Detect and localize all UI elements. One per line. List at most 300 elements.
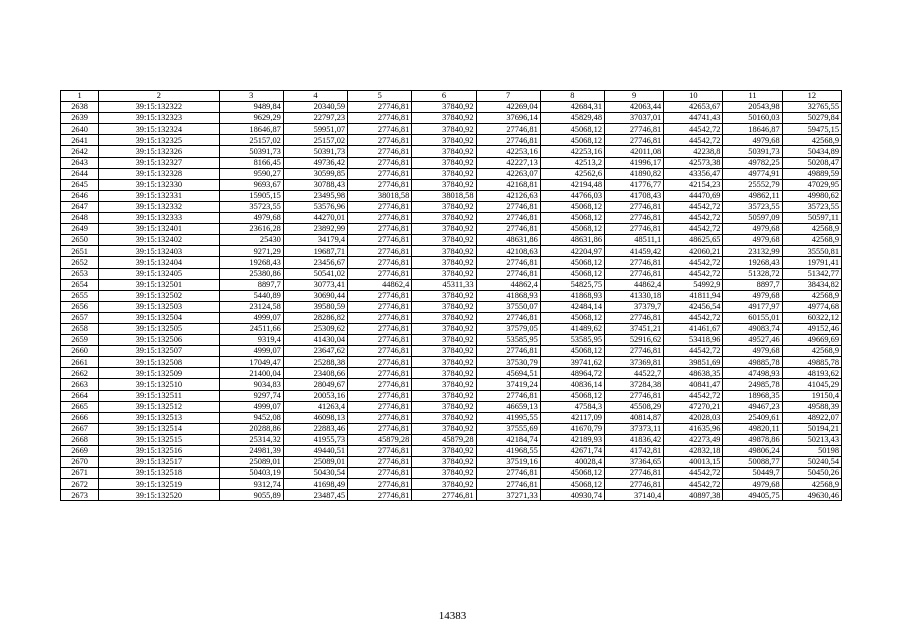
value-cell: 49774,91 <box>723 168 782 179</box>
value-cell: 50391,73 <box>219 146 283 157</box>
value-cell: 4979,68 <box>723 346 782 357</box>
value-cell: 4979,68 <box>723 479 782 490</box>
value-cell: 32765,55 <box>782 102 841 113</box>
value-cell: 43356,47 <box>664 168 723 179</box>
value-cell: 37840,92 <box>412 357 476 368</box>
value-cell: 37840,92 <box>412 179 476 190</box>
value-cell: 42253,16 <box>540 146 604 157</box>
value-cell: 42568,9 <box>782 346 841 357</box>
column-header: 2 <box>99 91 219 102</box>
value-cell: 45068,12 <box>540 312 604 323</box>
cadastral-number-cell: 39:15:132510 <box>99 379 219 390</box>
value-cell: 41836,42 <box>605 434 664 445</box>
value-cell: 48511,1 <box>605 235 664 246</box>
value-cell: 41459,42 <box>605 246 664 257</box>
value-cell: 42238,8 <box>664 146 723 157</box>
value-cell: 41996,17 <box>605 157 664 168</box>
value-cell: 27746,81 <box>476 312 540 323</box>
value-cell: 30599,85 <box>283 168 347 179</box>
row-number-cell: 2672 <box>61 479 99 490</box>
value-cell: 53418,96 <box>664 335 723 346</box>
value-cell: 50208,47 <box>782 157 841 168</box>
cadastral-number-cell: 39:15:132327 <box>99 157 219 168</box>
value-cell: 9629,29 <box>219 113 283 124</box>
value-cell: 37840,92 <box>412 224 476 235</box>
value-cell: 41811,94 <box>664 290 723 301</box>
value-cell: 9693,67 <box>219 179 283 190</box>
value-cell: 46098,13 <box>283 412 347 423</box>
value-cell: 37519,16 <box>476 457 540 468</box>
value-cell: 44766,03 <box>540 190 604 201</box>
value-cell: 37840,92 <box>412 446 476 457</box>
value-cell: 28049,67 <box>283 379 347 390</box>
value-cell: 42568,9 <box>782 479 841 490</box>
table-row <box>61 357 842 368</box>
value-cell: 45068,12 <box>540 213 604 224</box>
value-cell: 44542,72 <box>664 346 723 357</box>
value-cell: 27746,81 <box>476 135 540 146</box>
value-cell: 60155,01 <box>723 312 782 323</box>
value-cell: 50450,26 <box>782 468 841 479</box>
value-cell: 27746,81 <box>348 290 412 301</box>
value-cell: 59951,07 <box>283 124 347 135</box>
value-cell: 27746,81 <box>348 346 412 357</box>
value-cell: 42117,09 <box>540 412 604 423</box>
value-cell: 48631,86 <box>540 235 604 246</box>
value-cell: 20340,59 <box>283 102 347 113</box>
value-cell: 25309,62 <box>283 323 347 334</box>
value-cell: 49820,11 <box>723 423 782 434</box>
value-cell: 27746,81 <box>348 423 412 434</box>
value-cell: 49083,74 <box>723 323 782 334</box>
row-number-cell: 2644 <box>61 168 99 179</box>
value-cell: 27746,81 <box>476 268 540 279</box>
table-row <box>61 113 842 124</box>
cadastral-number-cell: 39:15:132502 <box>99 290 219 301</box>
column-header: 11 <box>723 91 782 102</box>
value-cell: 47270,21 <box>664 401 723 412</box>
table-row <box>61 335 842 346</box>
value-cell: 42263,07 <box>476 168 540 179</box>
value-cell: 49878,86 <box>723 434 782 445</box>
value-cell: 23487,45 <box>283 490 347 501</box>
value-cell: 27746,81 <box>476 124 540 135</box>
value-cell: 27746,81 <box>476 390 540 401</box>
value-cell: 37696,14 <box>476 113 540 124</box>
value-cell: 19268,43 <box>723 257 782 268</box>
value-cell: 24981,39 <box>219 446 283 457</box>
row-number-cell: 2665 <box>61 401 99 412</box>
value-cell: 37840,92 <box>412 312 476 323</box>
value-cell: 27746,81 <box>348 368 412 379</box>
value-cell: 47584,3 <box>540 401 604 412</box>
value-cell: 27746,81 <box>348 102 412 113</box>
value-cell: 37840,92 <box>412 146 476 157</box>
value-cell: 37840,92 <box>412 257 476 268</box>
value-cell: 49152,46 <box>782 323 841 334</box>
value-cell: 54825,75 <box>540 279 604 290</box>
value-cell: 4999,07 <box>219 401 283 412</box>
page-number: 14383 <box>438 610 467 622</box>
value-cell: 49588,39 <box>782 401 841 412</box>
value-cell: 17049,47 <box>219 357 283 368</box>
row-number-cell: 2638 <box>61 102 99 113</box>
cadastral-number-cell: 39:15:132520 <box>99 490 219 501</box>
cadastral-number-cell: 39:15:132324 <box>99 124 219 135</box>
cadastral-number-cell: 39:15:132326 <box>99 146 219 157</box>
value-cell: 45694,51 <box>476 368 540 379</box>
value-cell: 42063,44 <box>605 102 664 113</box>
row-number-cell: 2639 <box>61 113 99 124</box>
value-cell: 50279,84 <box>782 113 841 124</box>
value-cell: 50597,09 <box>723 213 782 224</box>
value-cell: 27746,81 <box>412 490 476 501</box>
value-cell: 42184,74 <box>476 434 540 445</box>
value-cell: 27746,81 <box>348 235 412 246</box>
data-table <box>60 90 842 501</box>
value-cell: 48964,72 <box>540 368 604 379</box>
value-cell: 27746,81 <box>605 124 664 135</box>
cadastral-number-cell: 39:15:132330 <box>99 179 219 190</box>
value-cell: 44542,72 <box>664 213 723 224</box>
row-number-cell: 2664 <box>61 390 99 401</box>
cadastral-number-cell: 39:15:132515 <box>99 434 219 445</box>
value-cell: 45068,12 <box>540 124 604 135</box>
value-cell: 49527,46 <box>723 335 782 346</box>
cadastral-number-cell: 39:15:132517 <box>99 457 219 468</box>
cadastral-number-cell: 39:15:132405 <box>99 268 219 279</box>
value-cell: 45068,12 <box>540 135 604 146</box>
row-number-cell: 2641 <box>61 135 99 146</box>
value-cell: 25430 <box>219 235 283 246</box>
value-cell: 42568,9 <box>782 135 841 146</box>
value-cell: 42562,6 <box>540 168 604 179</box>
value-cell: 50391,73 <box>283 146 347 157</box>
value-cell: 27746,81 <box>348 357 412 368</box>
value-cell: 21400,04 <box>219 368 283 379</box>
value-cell: 48638,35 <box>664 368 723 379</box>
value-cell: 9034,83 <box>219 379 283 390</box>
value-cell: 42484,14 <box>540 301 604 312</box>
value-cell: 27746,81 <box>348 323 412 334</box>
value-cell: 44270,01 <box>283 213 347 224</box>
value-cell: 4979,68 <box>723 135 782 146</box>
value-cell: 41489,62 <box>540 323 604 334</box>
table-row <box>61 312 842 323</box>
value-cell: 27746,81 <box>348 379 412 390</box>
value-cell: 49862,11 <box>723 190 782 201</box>
value-cell: 42653,67 <box>664 102 723 113</box>
value-cell: 19268,43 <box>219 257 283 268</box>
cadastral-number-cell: 39:15:132507 <box>99 346 219 357</box>
cadastral-number-cell: 39:15:132504 <box>99 312 219 323</box>
row-number-cell: 2671 <box>61 468 99 479</box>
value-cell: 49177,97 <box>723 301 782 312</box>
table-row <box>61 412 842 423</box>
value-cell: 23124,58 <box>219 301 283 312</box>
value-cell: 4979,68 <box>723 224 782 235</box>
table-row <box>61 168 842 179</box>
table-row <box>61 102 842 113</box>
cadastral-number-cell: 39:15:132511 <box>99 390 219 401</box>
value-cell: 37840,92 <box>412 479 476 490</box>
table-row <box>61 157 842 168</box>
value-cell: 45068,12 <box>540 479 604 490</box>
row-number-cell: 2666 <box>61 412 99 423</box>
value-cell: 50597,11 <box>782 213 841 224</box>
table-row <box>61 190 842 201</box>
row-number-cell: 2647 <box>61 201 99 212</box>
value-cell: 50194,21 <box>782 423 841 434</box>
row-number-cell: 2642 <box>61 146 99 157</box>
value-cell: 41955,73 <box>283 434 347 445</box>
value-cell: 42253,16 <box>476 146 540 157</box>
cadastral-number-cell: 39:15:132518 <box>99 468 219 479</box>
table-row <box>61 401 842 412</box>
table-row <box>61 468 842 479</box>
value-cell: 25314,32 <box>219 434 283 445</box>
value-cell: 27746,81 <box>348 135 412 146</box>
value-cell: 42154,23 <box>664 179 723 190</box>
table-row <box>61 146 842 157</box>
value-cell: 30690,44 <box>283 290 347 301</box>
value-cell: 27746,81 <box>605 257 664 268</box>
row-number-cell: 2663 <box>61 379 99 390</box>
value-cell: 45879,28 <box>348 434 412 445</box>
value-cell: 37840,92 <box>412 390 476 401</box>
row-number-cell: 2673 <box>61 490 99 501</box>
value-cell: 9055,89 <box>219 490 283 501</box>
value-cell: 5440,89 <box>219 290 283 301</box>
table-row <box>61 135 842 146</box>
value-cell: 9452,08 <box>219 412 283 423</box>
value-cell: 44542,72 <box>664 257 723 268</box>
row-number-cell: 2658 <box>61 323 99 334</box>
value-cell: 37373,11 <box>605 423 664 434</box>
table-row <box>61 268 842 279</box>
value-cell: 37419,24 <box>476 379 540 390</box>
value-cell: 37840,92 <box>412 423 476 434</box>
value-cell: 53585,95 <box>476 335 540 346</box>
value-cell: 9271,29 <box>219 246 283 257</box>
value-cell: 23495,98 <box>283 190 347 201</box>
value-cell: 18968,35 <box>723 390 782 401</box>
value-cell: 27746,81 <box>348 457 412 468</box>
value-cell: 49630,46 <box>782 490 841 501</box>
column-header: 12 <box>782 91 841 102</box>
value-cell: 49774,68 <box>782 301 841 312</box>
column-header: 6 <box>412 91 476 102</box>
value-cell: 27746,81 <box>476 257 540 268</box>
value-cell: 27746,81 <box>605 201 664 212</box>
value-cell: 27746,81 <box>348 146 412 157</box>
value-cell: 42028,03 <box>664 412 723 423</box>
value-cell: 48922,07 <box>782 412 841 423</box>
value-cell: 47498,93 <box>723 368 782 379</box>
row-number-cell: 2649 <box>61 224 99 235</box>
cadastral-number-cell: 39:15:132331 <box>99 190 219 201</box>
value-cell: 45068,12 <box>540 257 604 268</box>
cadastral-number-cell: 39:15:132505 <box>99 323 219 334</box>
value-cell: 49669,69 <box>782 335 841 346</box>
value-cell: 42273,49 <box>664 434 723 445</box>
value-cell: 41742,81 <box>605 446 664 457</box>
value-cell: 27746,81 <box>348 201 412 212</box>
value-cell: 50403,19 <box>219 468 283 479</box>
value-cell: 42011,08 <box>605 146 664 157</box>
table-row <box>61 434 842 445</box>
value-cell: 39851,69 <box>664 357 723 368</box>
value-cell: 45879,28 <box>412 434 476 445</box>
value-cell: 44862,4 <box>476 279 540 290</box>
value-cell: 4979,68 <box>723 290 782 301</box>
value-cell: 18646,87 <box>219 124 283 135</box>
value-cell: 49440,51 <box>283 446 347 457</box>
value-cell: 27746,81 <box>476 213 540 224</box>
value-cell: 22883,46 <box>283 423 347 434</box>
value-cell: 27746,81 <box>348 335 412 346</box>
value-cell: 37840,92 <box>412 135 476 146</box>
value-cell: 41430,04 <box>283 335 347 346</box>
value-cell: 49736,42 <box>283 157 347 168</box>
value-cell: 41635,96 <box>664 423 723 434</box>
value-cell: 42832,18 <box>664 446 723 457</box>
table-row <box>61 224 842 235</box>
value-cell: 45068,12 <box>540 268 604 279</box>
value-cell: 27746,81 <box>348 268 412 279</box>
value-cell: 49885,78 <box>782 357 841 368</box>
value-cell: 27746,81 <box>348 301 412 312</box>
value-cell: 37550,07 <box>476 301 540 312</box>
value-cell: 41698,49 <box>283 479 347 490</box>
row-number-cell: 2662 <box>61 368 99 379</box>
value-cell: 45508,29 <box>605 401 664 412</box>
row-number-cell: 2643 <box>61 157 99 168</box>
value-cell: 41868,93 <box>540 290 604 301</box>
value-cell: 41708,43 <box>605 190 664 201</box>
value-cell: 50541,02 <box>283 268 347 279</box>
value-cell: 41263,4 <box>283 401 347 412</box>
value-cell: 27746,81 <box>348 179 412 190</box>
value-cell: 27746,81 <box>348 157 412 168</box>
value-cell: 27746,81 <box>348 213 412 224</box>
value-cell: 44470,69 <box>664 190 723 201</box>
value-cell: 45068,12 <box>540 201 604 212</box>
value-cell: 25089,01 <box>283 457 347 468</box>
value-cell: 37840,92 <box>412 246 476 257</box>
column-header: 3 <box>219 91 283 102</box>
row-number-cell: 2659 <box>61 335 99 346</box>
row-number-cell: 2657 <box>61 312 99 323</box>
value-cell: 40897,38 <box>664 490 723 501</box>
value-cell: 27746,81 <box>476 224 540 235</box>
row-number-cell: 2646 <box>61 190 99 201</box>
cadastral-number-cell: 39:15:132513 <box>99 412 219 423</box>
value-cell: 40836,14 <box>540 379 604 390</box>
value-cell: 27746,81 <box>348 257 412 268</box>
value-cell: 42568,9 <box>782 290 841 301</box>
value-cell: 48625,65 <box>664 235 723 246</box>
value-cell: 42194,48 <box>540 179 604 190</box>
value-cell: 37530,79 <box>476 357 540 368</box>
value-cell: 27746,81 <box>348 113 412 124</box>
value-cell: 40028,4 <box>540 457 604 468</box>
value-cell: 9319,4 <box>219 335 283 346</box>
cadastral-number-cell: 39:15:132404 <box>99 257 219 268</box>
value-cell: 27746,81 <box>605 213 664 224</box>
column-header: 9 <box>605 91 664 102</box>
cadastral-number-cell: 39:15:132322 <box>99 102 219 113</box>
value-cell: 37555,69 <box>476 423 540 434</box>
value-cell: 42568,9 <box>782 224 841 235</box>
value-cell: 24511,66 <box>219 323 283 334</box>
value-cell: 37579,05 <box>476 323 540 334</box>
value-cell: 37840,92 <box>412 401 476 412</box>
table-row <box>61 235 842 246</box>
value-cell: 27746,81 <box>348 124 412 135</box>
table-row <box>61 379 842 390</box>
value-cell: 45068,12 <box>540 224 604 235</box>
value-cell: 35723,55 <box>723 201 782 212</box>
row-number-cell: 2668 <box>61 434 99 445</box>
value-cell: 37840,92 <box>412 457 476 468</box>
value-cell: 41045,29 <box>782 379 841 390</box>
value-cell: 37037,01 <box>605 113 664 124</box>
value-cell: 49889,59 <box>782 168 841 179</box>
value-cell: 37140,4 <box>605 490 664 501</box>
value-cell: 41776,77 <box>605 179 664 190</box>
value-cell: 44542,72 <box>664 268 723 279</box>
value-cell: 42126,63 <box>476 190 540 201</box>
cadastral-number-cell: 39:15:132402 <box>99 235 219 246</box>
cadastral-number-cell: 39:15:132323 <box>99 113 219 124</box>
value-cell: 48193,62 <box>782 368 841 379</box>
value-cell: 37840,92 <box>412 113 476 124</box>
value-cell: 37840,92 <box>412 124 476 135</box>
value-cell: 50434,89 <box>782 146 841 157</box>
value-cell: 50449,7 <box>723 468 782 479</box>
value-cell: 44542,72 <box>664 224 723 235</box>
value-cell: 50240,54 <box>782 457 841 468</box>
row-number-cell: 2655 <box>61 290 99 301</box>
value-cell: 44542,72 <box>664 468 723 479</box>
value-cell: 37379,7 <box>605 301 664 312</box>
value-cell: 9590,27 <box>219 168 283 179</box>
value-cell: 27746,81 <box>605 479 664 490</box>
value-cell: 37369,81 <box>605 357 664 368</box>
value-cell: 49806,24 <box>723 446 782 457</box>
value-cell: 42513,2 <box>540 157 604 168</box>
value-cell: 37840,92 <box>412 102 476 113</box>
row-number-cell: 2660 <box>61 346 99 357</box>
value-cell: 23132,99 <box>723 246 782 257</box>
value-cell: 24985,78 <box>723 379 782 390</box>
value-cell: 8897,7 <box>723 279 782 290</box>
value-cell: 27746,81 <box>605 224 664 235</box>
value-cell: 60322,12 <box>782 312 841 323</box>
value-cell: 25157,02 <box>219 135 283 146</box>
value-cell: 37840,92 <box>412 268 476 279</box>
value-cell: 37840,92 <box>412 168 476 179</box>
value-cell: 45068,12 <box>540 390 604 401</box>
value-cell: 9297,74 <box>219 390 283 401</box>
value-cell: 27746,81 <box>605 390 664 401</box>
value-cell: 54992,9 <box>664 279 723 290</box>
value-cell: 41890,82 <box>605 168 664 179</box>
value-cell: 37840,92 <box>412 213 476 224</box>
value-cell: 8166,45 <box>219 157 283 168</box>
column-header: 8 <box>540 91 604 102</box>
